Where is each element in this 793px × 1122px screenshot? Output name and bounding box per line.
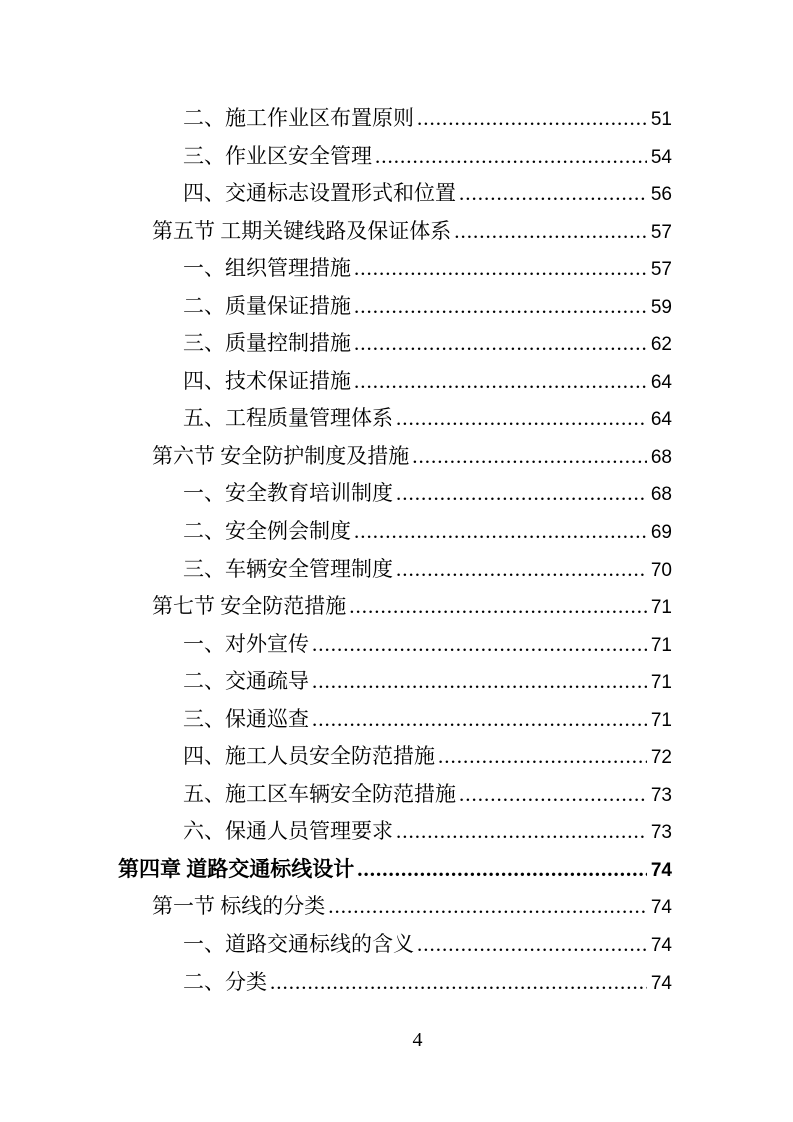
toc-entry-label: 五、施工区车辆安全防范措施 [183, 781, 456, 806]
toc-entry-label: 二、质量保证措施 [183, 293, 351, 318]
toc-entry-label: 二、安全例会制度 [183, 519, 351, 544]
toc-dot-leader [417, 100, 647, 138]
toc-entry-label: 一、组织管理措施 [183, 256, 351, 281]
toc-entry-page-number: 73 [650, 784, 672, 806]
toc-entry-label: 三、作业区安全管理 [183, 143, 372, 168]
toc-dot-leader [354, 363, 647, 401]
toc-entry[interactable] [118, 513, 672, 551]
toc-entry-label: 二、交通疏导 [183, 669, 309, 694]
toc-entry[interactable] [118, 400, 672, 438]
toc-entry-label: 一、安全教育培训制度 [183, 481, 393, 506]
toc-list [118, 100, 672, 1001]
toc-entry-label: 第四章 道路交通标线设计 [118, 856, 355, 881]
toc-dot-leader [417, 926, 647, 964]
toc-entry-page-number: 71 [650, 709, 672, 731]
toc-entry[interactable] [118, 813, 672, 851]
footer-page-number: 4 [412, 1029, 423, 1051]
toc-entry-page-number: 51 [650, 109, 672, 130]
toc-entry[interactable] [118, 288, 672, 326]
toc-entry[interactable] [118, 701, 672, 739]
toc-dot-leader [312, 701, 647, 739]
toc-entry-page-number: 72 [650, 747, 672, 769]
toc-entry-page-number: 68 [650, 484, 672, 506]
toc-entry-page-number: 56 [650, 184, 672, 206]
toc-entry[interactable] [118, 851, 672, 889]
toc-entry-page-number: 74 [650, 859, 672, 881]
toc-dot-leader [354, 250, 647, 288]
toc-dot-leader [459, 776, 647, 814]
toc-entry-label: 第五节 工期关键线路及保证体系 [152, 218, 452, 243]
toc-dot-leader [396, 400, 647, 438]
toc-entry-label: 第七节 安全防范措施 [152, 594, 347, 619]
toc-entry[interactable] [118, 663, 672, 701]
toc-entry[interactable] [118, 175, 672, 213]
toc-entry-page-number: 54 [650, 146, 672, 168]
toc-entry-label: 一、道路交通标线的含义 [183, 932, 414, 957]
toc-entry[interactable] [118, 325, 672, 363]
toc-dot-leader [312, 626, 647, 664]
toc-entry[interactable] [118, 138, 672, 176]
toc-entry[interactable] [118, 250, 672, 288]
toc-entry-page-number: 73 [650, 822, 672, 844]
toc-dot-leader [354, 325, 647, 363]
toc-dot-leader [396, 813, 647, 851]
toc-entry-page-number: 62 [650, 334, 672, 356]
toc-entry-label: 三、车辆安全管理制度 [183, 556, 393, 581]
toc-entry-label: 二、分类 [183, 969, 267, 994]
toc-dot-leader [454, 213, 647, 251]
toc-entry[interactable] [118, 551, 672, 589]
toc-dot-leader [354, 288, 647, 326]
toc-entry[interactable] [118, 475, 672, 513]
toc-entry[interactable] [118, 438, 672, 476]
toc-entry[interactable] [118, 926, 672, 964]
toc-entry[interactable] [118, 738, 672, 776]
toc-entry[interactable] [118, 626, 672, 664]
toc-entry-page-number: 57 [650, 259, 672, 281]
toc-dot-leader [354, 513, 647, 551]
page-footer [0, 1026, 793, 1054]
toc-dot-leader [312, 663, 647, 701]
toc-entry-label: 一、对外宣传 [183, 631, 309, 656]
toc-entry[interactable] [118, 363, 672, 401]
toc-entry-label: 四、技术保证措施 [183, 368, 351, 393]
toc-entry[interactable] [118, 213, 672, 251]
toc-entry[interactable] [118, 100, 672, 138]
toc-entry-label: 四、交通标志设置形式和位置 [183, 181, 456, 206]
toc-dot-leader [328, 888, 647, 926]
toc-entry-label: 第六节 安全防护制度及措施 [152, 443, 410, 468]
toc-entry-page-number: 69 [650, 522, 672, 544]
toc-dot-leader [412, 438, 647, 476]
toc-entry-page-number: 68 [650, 446, 672, 468]
toc-entry[interactable] [118, 964, 672, 1002]
toc-entry-page-number: 71 [650, 597, 672, 619]
toc-entry[interactable] [118, 588, 672, 626]
toc-entry-label: 六、保通人员管理要求 [183, 819, 393, 844]
toc-entry[interactable] [118, 888, 672, 926]
toc-dot-leader [375, 138, 647, 176]
toc-dot-leader [270, 964, 647, 1002]
toc-dot-leader [459, 175, 647, 213]
toc-entry-page-number: 71 [650, 672, 672, 694]
toc-entry-label: 三、质量控制措施 [183, 331, 351, 356]
toc-entry-label: 三、保通巡查 [183, 706, 309, 731]
toc-entry-page-number: 57 [650, 221, 672, 243]
toc-dot-leader [396, 475, 647, 513]
toc-entry-page-number: 64 [650, 409, 672, 431]
toc-entry-page-number: 74 [650, 897, 672, 919]
toc-entry-page-number: 64 [650, 371, 672, 393]
toc-entry-label: 五、工程质量管理体系 [183, 406, 393, 431]
toc-entry-page-number: 70 [650, 559, 672, 581]
toc-entry-page-number: 74 [650, 972, 672, 994]
toc-entry-page-number: 74 [650, 935, 672, 957]
toc-entry-page-number: 59 [650, 296, 672, 318]
toc-dot-leader [438, 738, 647, 776]
toc-entry-label: 四、施工人员安全防范措施 [183, 744, 435, 769]
toc-entry[interactable] [118, 776, 672, 814]
toc-dot-leader [396, 551, 647, 589]
toc-dot-leader [357, 851, 647, 889]
toc-entry-label: 第一节 标线的分类 [152, 894, 326, 919]
toc-dot-leader [349, 588, 647, 626]
toc-entry-label: 二、施工作业区布置原则 [183, 106, 414, 130]
toc-entry-page-number: 71 [650, 634, 672, 656]
